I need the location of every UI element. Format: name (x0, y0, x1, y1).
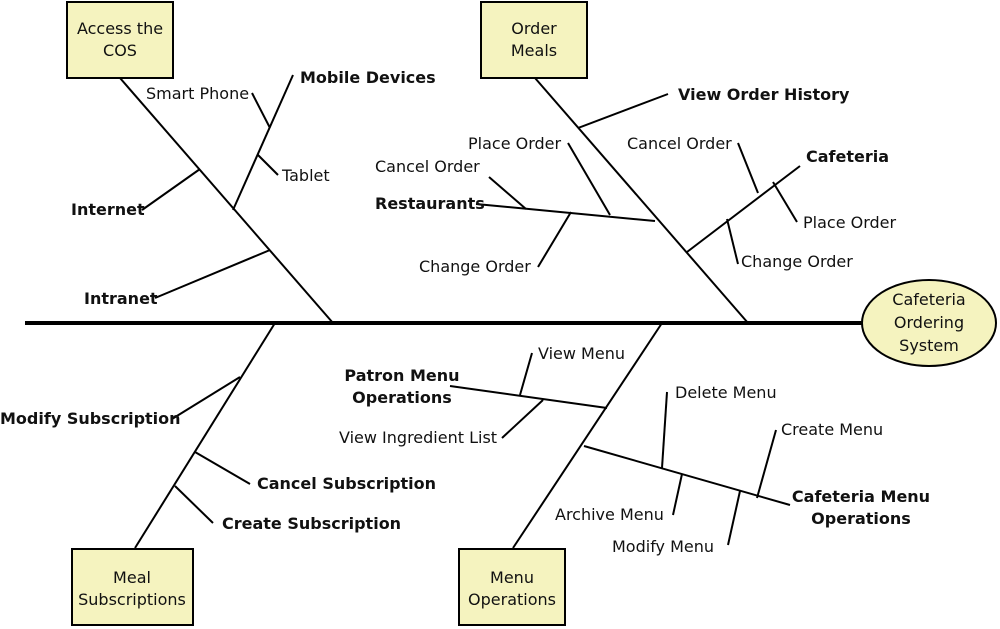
branch-patron-menu-operations (450, 386, 607, 408)
category-box-order-meals (481, 2, 587, 78)
branch-internet (142, 169, 200, 210)
cause-tablet: Tablet (282, 166, 330, 185)
branch-view-menu (520, 353, 532, 395)
branch-cafeteria-place-order (773, 182, 797, 222)
branch-restaurants-place-order (568, 143, 610, 215)
branch-create-subscription (175, 486, 213, 523)
cause-restaurants-place-order: Place Order (468, 134, 562, 153)
branch-cafeteria-change-order (727, 219, 738, 264)
branch-intranet (155, 250, 270, 298)
branch-modify-subscription (172, 377, 240, 419)
branch-cafeteria-cancel-order (738, 143, 758, 193)
cause-view-order-history: View Order History (678, 85, 850, 104)
cause-cafeteria-place-order: Place Order (803, 213, 897, 232)
branch-restaurants-change-order (538, 212, 571, 267)
category-label-order-meals-line1: Order (511, 19, 557, 38)
cause-delete-menu: Delete Menu (675, 383, 777, 402)
cause-cafeteria-change-order: Change Order (741, 252, 853, 271)
bone-access-cos (120, 78, 333, 323)
category-label-menu-operations-line1: Menu (490, 568, 534, 587)
cause-view-ingredient-list: View Ingredient List (339, 428, 498, 447)
branch-restaurants (476, 204, 655, 221)
branch-modify-menu (728, 491, 740, 545)
category-box-access-cos (67, 2, 173, 78)
branch-archive-menu (673, 474, 682, 515)
branch-cancel-subscription (195, 452, 250, 484)
cause-view-menu: View Menu (538, 344, 625, 363)
cause-patron-menu-operations-line1: Patron Menu (344, 366, 460, 385)
branch-view-ingredient-list (502, 400, 543, 438)
branch-view-order-history (578, 94, 668, 128)
branch-restaurants-cancel-order (489, 177, 526, 209)
branch-cafeteria (687, 166, 800, 252)
category-label-access-cos-line2: COS (103, 41, 137, 60)
cause-intranet: Intranet (84, 289, 158, 308)
cause-smart-phone: Smart Phone (146, 84, 250, 103)
branch-smart-phone (252, 93, 270, 128)
cause-create-subscription: Create Subscription (222, 514, 402, 533)
category-label-order-meals-line2: Meals (510, 41, 558, 60)
cause-cafeteria-cancel-order: Cancel Order (627, 134, 732, 153)
effect-head (862, 280, 996, 366)
cause-modify-menu: Modify Menu (612, 537, 715, 556)
cause-cafeteria-menu-operations-line1: Cafeteria Menu (791, 487, 931, 506)
branch-tablet (258, 155, 278, 175)
category-label-meal-subscriptions-line2: Subscriptions (78, 590, 186, 609)
cause-archive-menu: Archive Menu (555, 505, 664, 524)
category-box-menu-operations (459, 549, 565, 625)
cause-modify-subscription: Modify Subscription (0, 409, 181, 428)
bone-order-meals (535, 78, 748, 323)
cause-cafeteria: Cafeteria (806, 147, 890, 166)
branch-cafeteria-menu-operations (584, 446, 790, 505)
cause-restaurants-cancel-order: Cancel Order (375, 157, 480, 176)
branch-delete-menu (662, 392, 667, 468)
cause-cancel-subscription: Cancel Subscription (257, 474, 437, 493)
category-label-meal-subscriptions-line1: Meal (113, 568, 151, 587)
category-label-menu-operations-line2: Operations (468, 590, 556, 609)
cause-internet: Internet (71, 200, 145, 219)
category-box-meal-subscriptions (72, 549, 193, 625)
effect-label-line1: Cafeteria (892, 290, 966, 309)
cause-patron-menu-operations-line2: Operations (352, 388, 452, 407)
effect-label-line3: System (899, 336, 959, 355)
cause-cafeteria-menu-operations-line2: Operations (811, 509, 911, 528)
effect-label-line2: Ordering (893, 313, 965, 332)
category-label-access-cos-line1: Access the (76, 19, 164, 38)
cause-restaurants-change-order: Change Order (419, 257, 531, 276)
cause-mobile-devices: Mobile Devices (300, 68, 436, 87)
cause-create-menu: Create Menu (781, 420, 884, 439)
cause-restaurants: Restaurants (375, 194, 485, 213)
branch-create-menu (757, 430, 776, 498)
